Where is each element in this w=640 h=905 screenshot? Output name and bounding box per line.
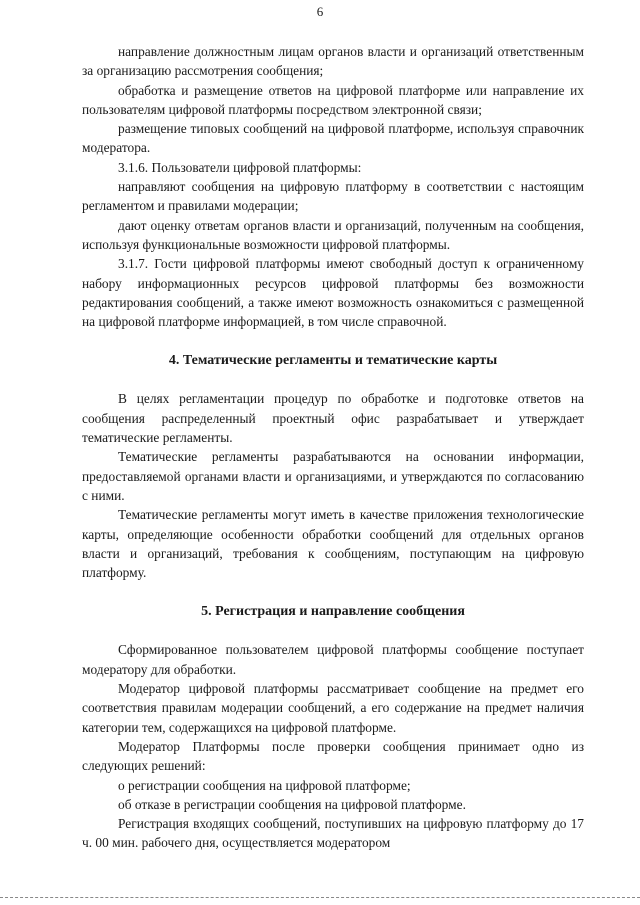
paragraph: направление должностным лицам органов власти и организаций ответственным за организацию рассмотрения сообщения; <box>82 44 584 79</box>
list-item: о регистрации сообщения на цифровой платформе; <box>118 777 411 793</box>
paragraph: направляют сообщения на цифровую платформу в соответствии с настоящим регламентом и правилами модерации; <box>82 179 584 214</box>
section-4-heading: 4. Тематические регламенты и тематические карты <box>168 353 498 369</box>
paragraph: обработка и размещение ответов на цифровой платформе или направление их пользователям цифровой платформы посредством электронной связи; <box>82 82 584 117</box>
paragraph: Тематические регламенты разрабатываются на основании информации, предоставляемой органами власти и организациями, и утверждаются по согласованию с ними. <box>82 449 584 503</box>
paragraph: Модератор цифровой платформы рассматривает сообщение на предмет его соответствия правилам модерации сообщений, а его содержание на предмет наличия категории тем, содержащихся на цифровой платформе. <box>82 681 584 735</box>
paragraph: размещение типовых сообщений на цифровой платформе, используя справочник модератора. <box>82 121 584 156</box>
document-body <box>82 42 584 853</box>
paragraph: Регистрация входящих сообщений, поступивших на цифровую платформу до 17 ч. 00 мин. рабочего дня, осуществляется модератором <box>82 816 584 851</box>
paragraph: Модератор Платформы после проверки сообщения принимает одно из следующих решений: <box>82 738 584 774</box>
list-item: об отказе в регистрации сообщения на цифровой платформе. <box>118 796 466 812</box>
paragraph: В целях регламентации процедур по обработке и подготовке ответов на сообщения распределенный проектный офис разрабатывает и утверждает тематические регламенты. <box>82 391 584 446</box>
section-5-heading: 5. Регистрация и направление сообщения <box>201 604 465 620</box>
clause-3-1-6: 3.1.6. Пользователи цифровой платформы: <box>118 159 362 175</box>
clause-3-1-7: 3.1.7. Гости цифровой платформы имеют свободный доступ к ограниченному набору информационных ресурсов цифровой платформы без возможности редактирования сообщений, а также имеют возможность ознакомиться с размещенной на цифровой платформе информацией, в том числе справочной. <box>82 256 584 330</box>
paragraph: Тематические регламенты могут иметь в качестве приложения технологические карты, определяющие особенности обработки сообщений для отдельных органов власти и организаций, требования к сообщениям, поступающим на цифровую платформу. <box>82 507 584 581</box>
page-number: 6 <box>316 4 324 19</box>
scan-edge-line <box>0 897 640 898</box>
paragraph: дают оценку ответам органов власти и организаций, полученным на сообщения, используя функциональные возможности цифровой платформы. <box>82 217 584 252</box>
paragraph: Сформированное пользователем цифровой платформы сообщение поступает модератору для обработки. <box>82 642 584 677</box>
